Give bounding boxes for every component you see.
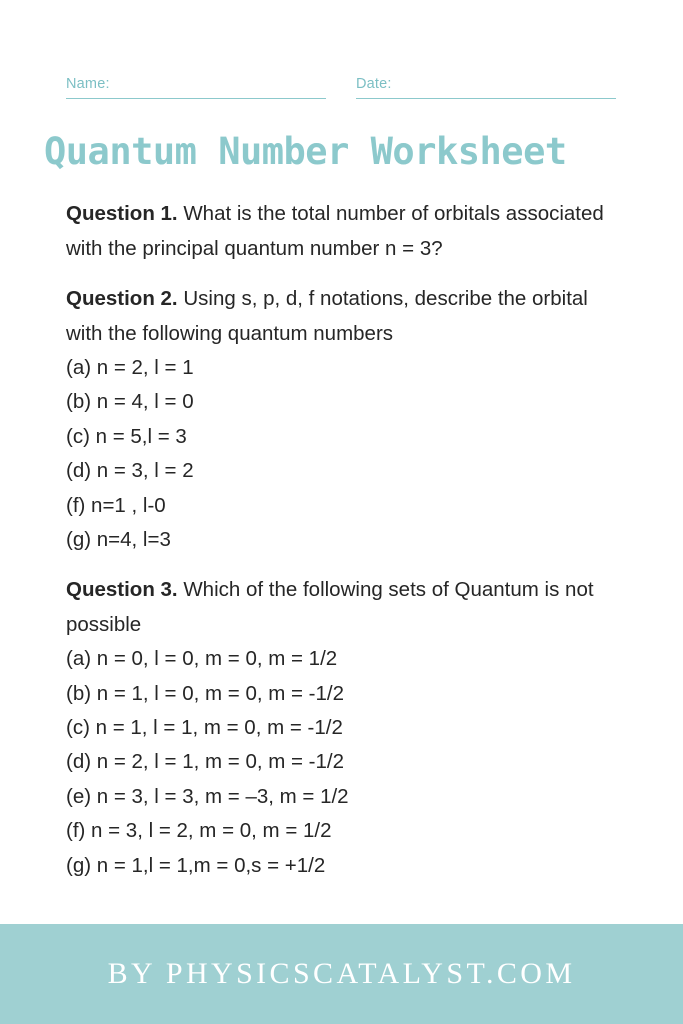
list-item: (a) n = 2, l = 1 [66, 356, 194, 379]
name-label: Name: [66, 76, 110, 92]
list-item: (b) n = 1, l = 0, m = 0, m = -1/2 [66, 681, 345, 705]
list-item: (g) n = 1,l = 1,m = 0,s = +1/2 [66, 853, 326, 877]
question-block [66, 281, 626, 558]
footer-credit: BY PHYSICSCATALYST.COM [107, 957, 576, 990]
list-item: (f) n = 3, l = 2, m = 0, m = 1/2 [66, 819, 332, 843]
name-field[interactable] [66, 76, 326, 99]
list-item: (d) n = 3, l = 2 [66, 459, 194, 483]
question-text: Using s, p, d, f notations, describe the orbital with the following quantum numbers [66, 286, 588, 345]
list-item: (g) n=4, l=3 [66, 528, 171, 552]
question-paragraph [66, 281, 626, 352]
question-block [66, 196, 626, 267]
question-label: Question 1. [66, 202, 178, 225]
question-options [66, 642, 626, 883]
question-block [66, 572, 626, 884]
footer-banner [0, 924, 683, 1024]
question-options [66, 351, 626, 558]
question-paragraph [66, 572, 626, 643]
date-field[interactable] [356, 76, 616, 99]
question-label: Question 2. [66, 286, 178, 310]
student-meta-row [66, 76, 616, 99]
question-paragraph [66, 196, 626, 267]
list-item: (e) n = 3, l = 3, m = –3, m = 1/2 [66, 784, 349, 808]
question-text: Which of the following sets of Quantum is not possible [66, 577, 594, 636]
question-text: What is the total number of orbitals associated with the principal quantum number n = 3? [66, 202, 604, 261]
list-item: (d) n = 2, l = 1, m = 0, m = -1/2 [66, 750, 345, 774]
question-label: Question 3. [66, 577, 178, 601]
page-title: Quantum Number Worksheet [44, 130, 567, 173]
list-item: (c) n = 5,l = 3 [66, 424, 187, 448]
worksheet-body [66, 196, 626, 891]
list-item: (b) n = 4, l = 0 [66, 390, 194, 414]
list-item: (c) n = 1, l = 1, m = 0, m = -1/2 [66, 716, 343, 739]
date-label: Date: [356, 76, 392, 92]
list-item: (f) n=1 , l-0 [66, 493, 166, 517]
list-item: (a) n = 0, l = 0, m = 0, m = 1/2 [66, 647, 338, 671]
